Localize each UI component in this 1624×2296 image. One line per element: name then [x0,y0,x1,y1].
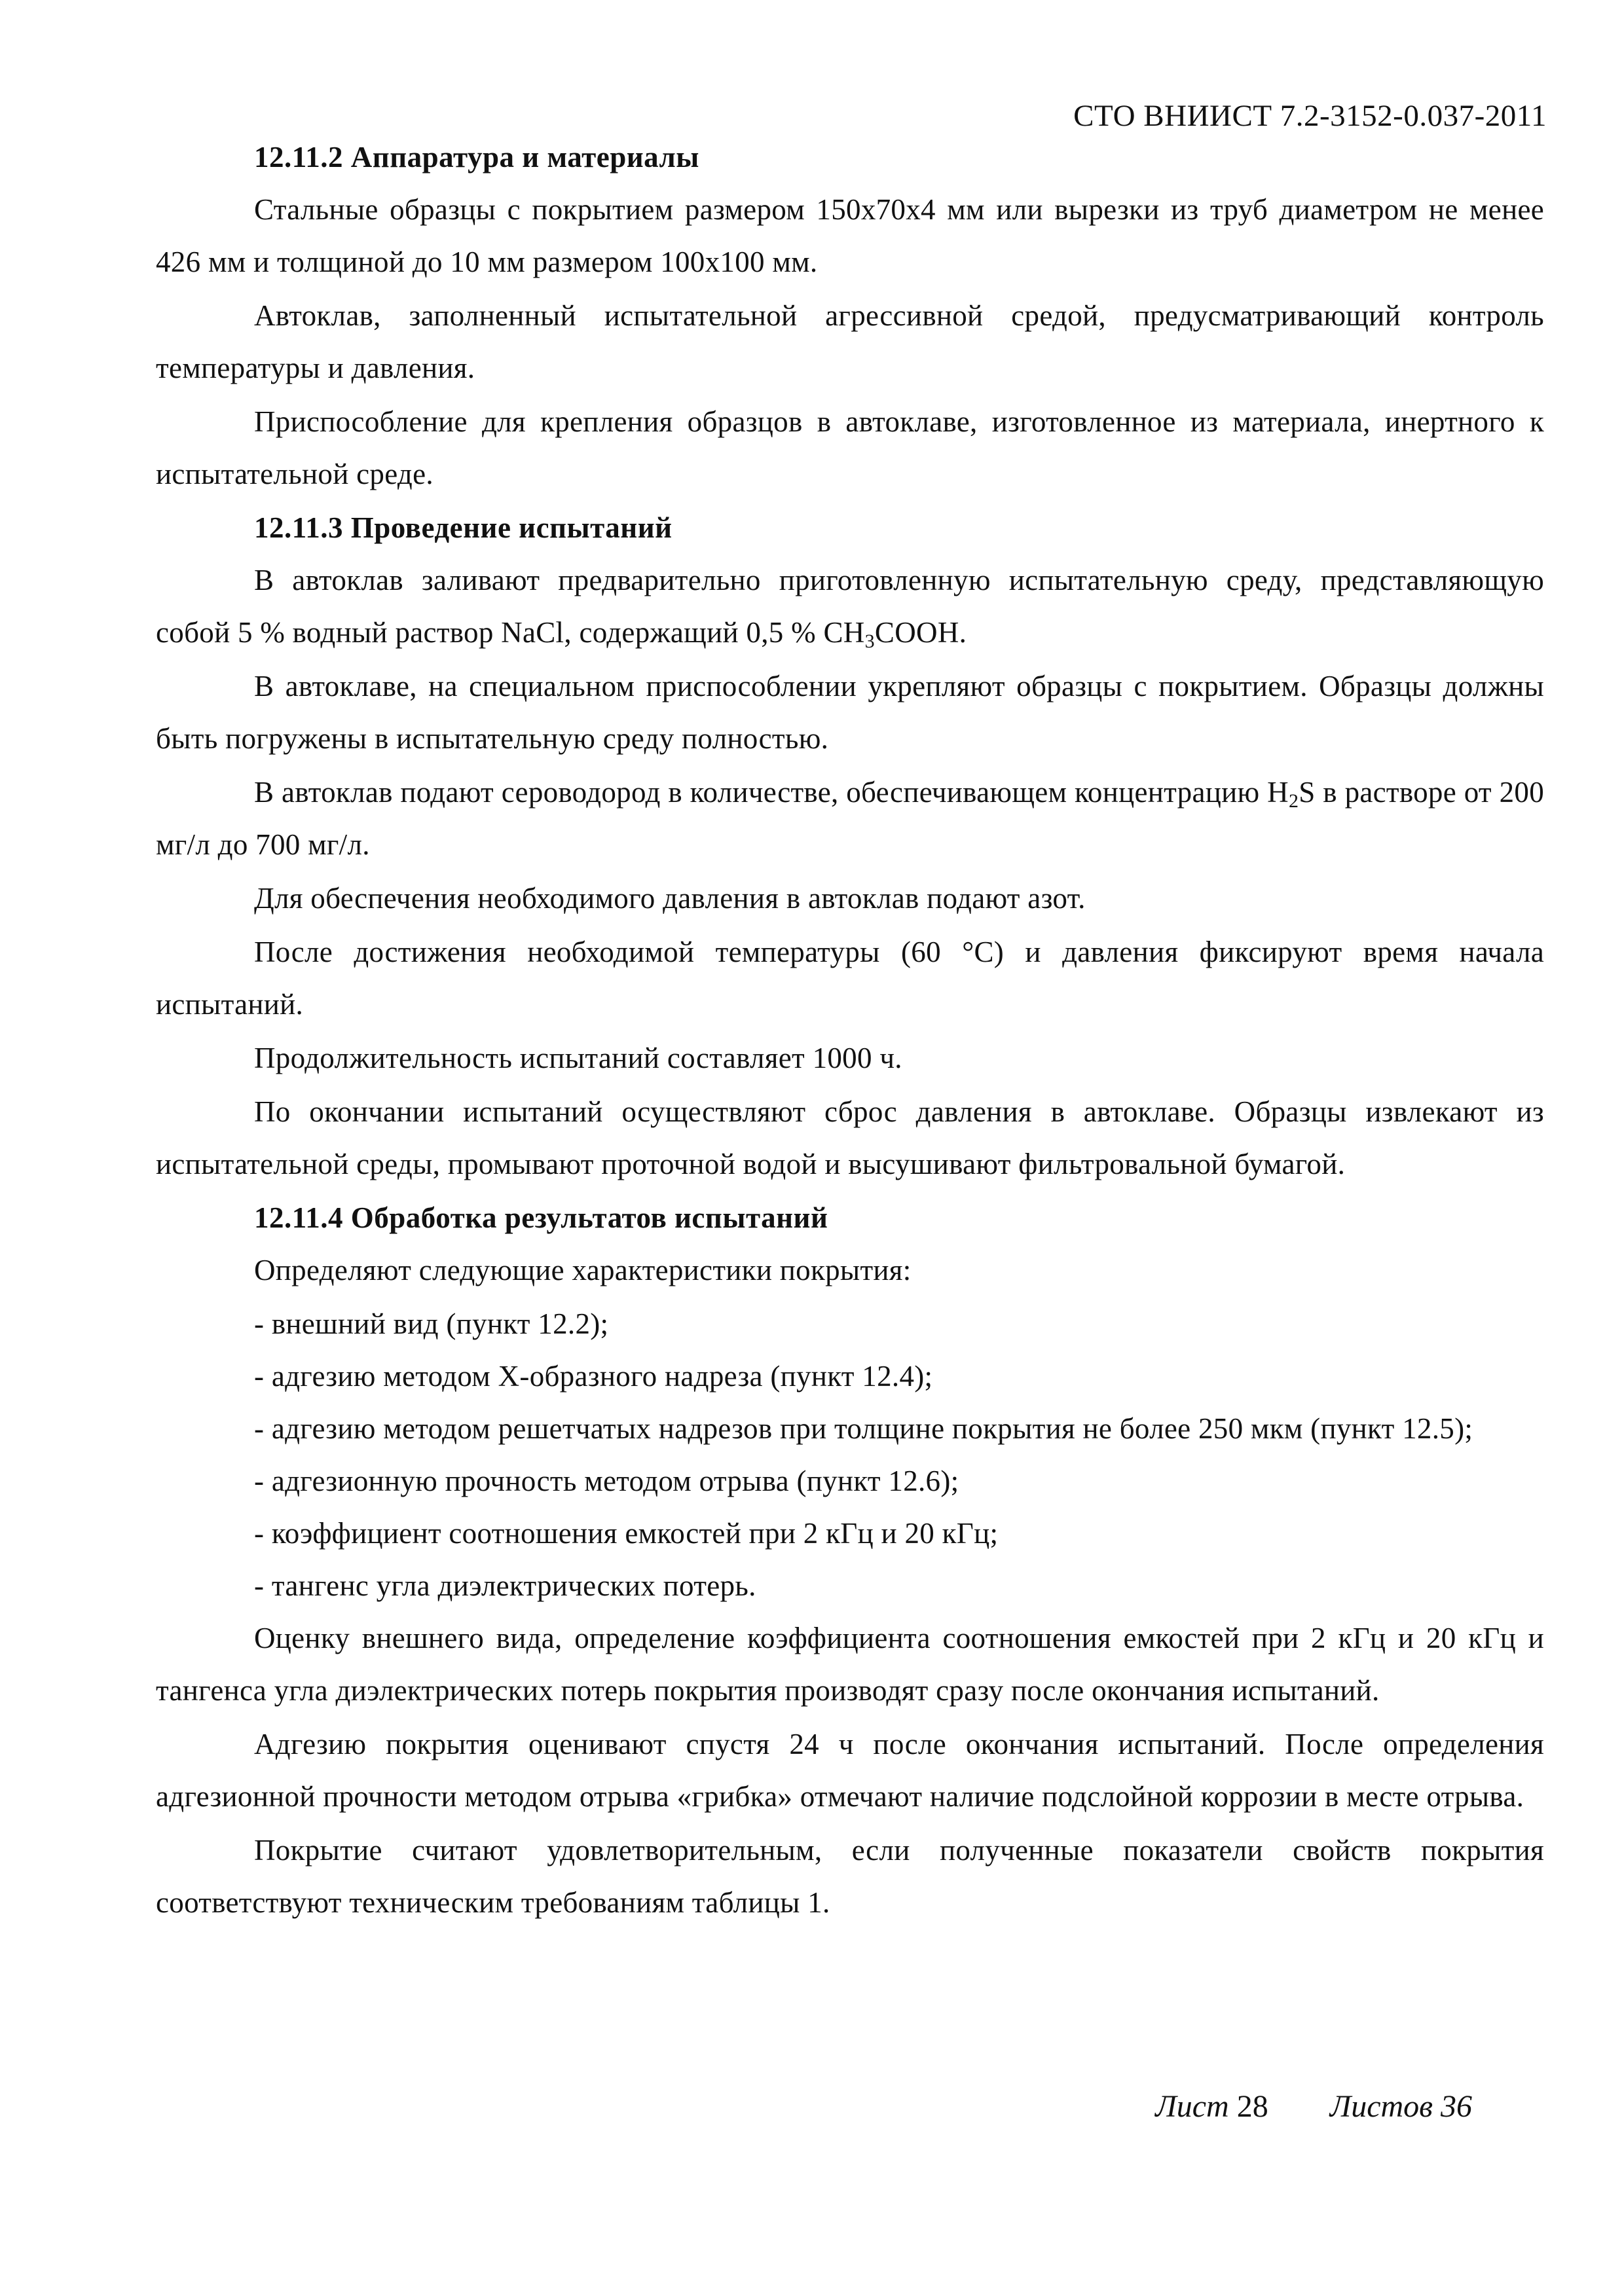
paragraph-h2s-tail: S в растворе от 200 мг/л до 700 мг/л. [156,776,1544,861]
paragraph-hydrogen-sulfide [156,766,1544,871]
paragraph-test-medium-tail: COOH. [874,616,967,649]
paragraph-characteristics-intro: Определяют следующие характеристики покрытия: [254,1254,912,1286]
paragraph-test-medium-text: В автоклав заливают предварительно приготовленную испытательную среду, представляющую собой 5 % водный раствор NaCl, содержащий 0,5 % CH [156,564,1544,649]
section-heading-12-11-3: 12.11.3 Проведение испытаний [254,511,673,544]
paragraph-test-medium [156,554,1544,659]
page-footer [1155,2088,1472,2124]
document-body [156,131,1544,1930]
list-item: - адгезионную прочность методом отрыва (пункт 12.6); [254,1465,959,1497]
paragraph-h2s-text: В автоклав подают сероводород в количестве, обеспечивающем концентрацию H [254,776,1289,809]
paragraph-autoclave: Автоклав, заполненный испытательной агрессивной средой, предусматривающий контроль температуры и давления. [156,299,1544,384]
list-item: - коэффициент соотношения емкостей при 2 кГц и 20 кГц; [254,1517,999,1550]
section-heading-12-11-4: 12.11.4 Обработка результатов испытаний [254,1201,828,1234]
list-item: - тангенс угла диэлектрических потерь. [254,1569,756,1602]
sheet-label: Лист [1155,2089,1229,2124]
document-code-header: СТО ВНИИСТ 7.2-3152-0.037-2011 [1073,99,1547,133]
paragraph-specimens: Стальные образцы с покрытием размером 150х70х4 мм или вырезки из труб диаметром не менее 426 мм и толщиной до 10 мм размером 100х100 мм. [156,193,1544,278]
sheets-total: Листов 36 [1329,2089,1472,2124]
list-item: - адгезию методом решетчатых надрезов при толщине покрытия не более 250 мкм (пункт 12.5); [254,1412,1473,1445]
paragraph-fixture: Приспособление для крепления образцов в автоклаве, изготовленное из материала, инертного к испытательной среде. [156,405,1544,490]
sheet-number: 28 [1236,2089,1268,2124]
subscript-2: 2 [1288,790,1299,812]
paragraph-duration: Продолжительность испытаний составляет 1000 ч. [254,1042,902,1074]
paragraph-acceptance: Покрытие считают удовлетворительным, если полученные показатели свойств покрытия соответствуют техническим требованиям таблицы 1. [156,1834,1544,1919]
paragraph-end-of-test: По окончании испытаний осуществляют сброс давления в автоклаве. Образцы извлекают из испытательной среды, промывают проточной водой и высушивают фильтровальной бумагой. [156,1095,1544,1180]
paragraph-visual-assessment: Оценку внешнего вида, определение коэффициента соотношения емкостей при 2 кГц и 20 кГц и тангенса угла диэлектрических потерь покрытия производят сразу после окончания испытаний. [156,1622,1544,1707]
section-heading-12-11-2: 12.11.2 Аппаратура и материалы [254,141,699,173]
paragraph-start-time: После достижения необходимой температуры (60 °С) и давления фиксируют время начала испытаний. [156,936,1544,1021]
paragraph-mount-specimens: В автоклаве, на специальном приспособлении укрепляют образцы с покрытием. Образцы должны быть погружены в испытательную среду полностью. [156,670,1544,755]
subscript-3: 3 [864,630,875,652]
paragraph-adhesion-assessment: Адгезию покрытия оценивают спустя 24 ч после окончания испытаний. После определения адгезионной прочности методом отрыва «грибка» отмечают наличие подслойной коррозии в месте отрыва. [156,1728,1544,1813]
paragraph-nitrogen: Для обеспечения необходимого давления в автоклав подают азот. [254,882,1086,915]
list-item: - внешний вид (пункт 12.2); [254,1307,609,1340]
list-item: - адгезию методом Х-образного надреза (пункт 12.4); [254,1360,933,1393]
